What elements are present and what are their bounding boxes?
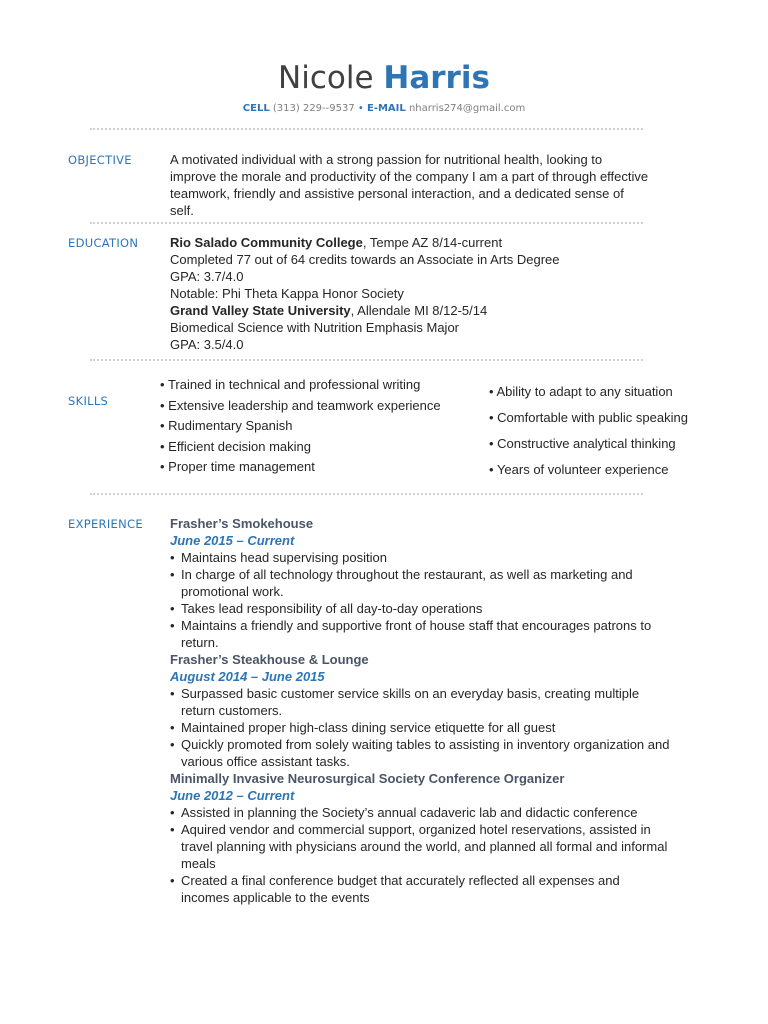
objective-line: improve the morale and productivity of the company I am a part of through effective <box>170 169 649 184</box>
skill-item: • Trained in technical and professional writing <box>160 377 421 392</box>
job-date: August 2014 – June 2015 <box>170 669 325 684</box>
job-bullet: • Quickly promoted from solely waiting tables to assisting in inventory organization and various office assistant tasks. <box>170 736 670 770</box>
objective-line: teamwork, friendly and assistive personal interaction, and a dedicated sense of <box>170 186 624 201</box>
education-line: Notable: Phi Theta Kappa Honor Society <box>170 286 404 301</box>
education-text <box>170 234 690 353</box>
job-date: June 2012 – Current <box>170 788 295 803</box>
school-1-heading <box>170 234 690 251</box>
skill-item: • Ability to adapt to any situation <box>489 384 673 399</box>
skill-item: • Rudimentary Spanish <box>160 418 293 433</box>
job-title: Minimally Invasive Neurosurgical Society Conference Organizer <box>170 771 565 786</box>
job-bullets <box>170 549 670 651</box>
skill-item: • Years of volunteer experience <box>489 462 669 477</box>
skill-item: • Constructive analytical thinking <box>489 436 676 451</box>
school-1-details: , Tempe AZ 8/14-current <box>362 235 503 250</box>
job-bullet: • Maintained proper high-class dining service etiquette for all guest <box>170 719 670 736</box>
job-bullet: • Created a final conference budget that accurately reflected all expenses and incomes applicable to the events <box>170 872 670 906</box>
divider <box>90 222 643 224</box>
school-2-heading <box>170 302 690 319</box>
job-bullet: • Surpassed basic customer service skills on an everyday basis, creating multiple return customers. <box>170 685 670 719</box>
objective-line: self. <box>170 203 194 218</box>
divider <box>90 128 643 130</box>
separator-dot: • <box>357 103 364 114</box>
divider <box>90 493 643 495</box>
last-name: Harris <box>383 60 490 96</box>
job-bullet: • Maintains a friendly and supportive front of house staff that encourages patrons to return. <box>170 617 670 651</box>
email-label: E-MAIL <box>367 103 406 114</box>
school-2-details: , Allendale MI 8/12-5/14 <box>350 303 488 318</box>
experience-label: EXPERIENCE <box>68 517 143 531</box>
job-title: Frasher’s Steakhouse & Lounge <box>170 652 369 667</box>
education-line: GPA: 3.7/4.0 <box>170 269 244 284</box>
contact-line <box>0 103 768 114</box>
skills-left-list <box>160 377 441 480</box>
education-line: Completed 77 out of 64 credits towards an Associate in Arts Degree <box>170 252 560 267</box>
job-bullet: • In charge of all technology throughout the restaurant, as well as marketing and promotional work. <box>170 566 670 600</box>
job-title: Frasher’s Smokehouse <box>170 516 314 531</box>
divider <box>90 359 643 361</box>
skill-item: • Efficient decision making <box>160 438 312 454</box>
experience-text <box>170 515 670 906</box>
education-line: GPA: 3.5/4.0 <box>170 337 244 352</box>
objective-label: OBJECTIVE <box>68 153 132 167</box>
job-date: June 2015 – Current <box>170 533 295 548</box>
skills-label: SKILLS <box>68 394 109 408</box>
skill-item: • Comfortable with public speaking <box>489 410 688 425</box>
education-line: Biomedical Science with Nutrition Emphasis Major <box>170 320 460 335</box>
school-2-name: Grand Valley State University <box>170 303 351 318</box>
job-bullets <box>170 685 670 770</box>
job-bullet: • Maintains head supervising position <box>170 549 670 566</box>
objective-text <box>170 151 690 219</box>
first-name: Nicole <box>278 60 374 96</box>
education-label: EDUCATION <box>68 236 139 250</box>
email-value: nharris274@gmail.com <box>408 103 526 114</box>
job-bullets <box>170 804 670 906</box>
cell-label: CELL <box>242 103 270 114</box>
job-bullet: • Takes lead responsibility of all day-to-day operations <box>170 600 670 617</box>
job-bullet: • Aquired vendor and commercial support, organized hotel reservations, assisted in travel planning with physicians around the world, and planned all formal and informal meals <box>170 821 670 872</box>
objective-line: A motivated individual with a strong passion for nutritional health, looking to <box>170 152 603 167</box>
skill-item: • Extensive leadership and teamwork experience <box>160 397 441 413</box>
skill-item: • Proper time management <box>160 459 315 474</box>
school-1-name: Rio Salado Community College <box>170 235 363 250</box>
job-bullet: • Assisted in planning the Society’s annual cadaveric lab and didactic conference <box>170 804 670 821</box>
skills-right-list <box>489 384 688 488</box>
cell-value: (313) 229--9537 <box>272 103 355 114</box>
candidate-name <box>0 60 768 96</box>
